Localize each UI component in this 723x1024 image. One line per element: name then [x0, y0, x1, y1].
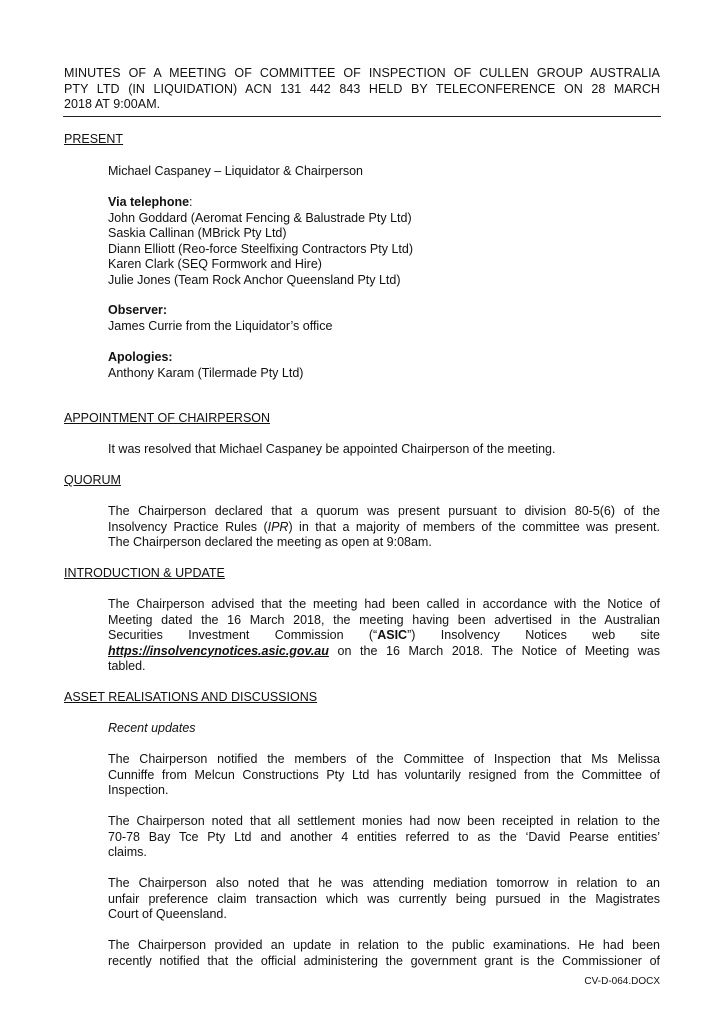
via-telephone-colon: : — [189, 195, 193, 209]
attendee-item: Saskia Callinan (MBrick Pty Ltd) — [108, 226, 287, 240]
intro-line: Meeting dated the 16 March 2018, the meeting having been advertised in the Australian — [108, 612, 660, 627]
assets-paragraph-3 — [108, 876, 660, 923]
quorum-line: The Chairperson declared that a quorum was present pursuant to division 80-5(6) of the — [108, 504, 660, 518]
assets-paragraph-2 — [108, 814, 660, 861]
attendee-item: Diann Elliott (Reo-force Steelfixing Contractors Pty Ltd) — [108, 241, 413, 256]
assets-paragraph-1 — [108, 752, 660, 799]
apologies-label: Apologies: — [108, 350, 173, 364]
chair-line: Michael Caspaney – Liquidator & Chairperson — [108, 164, 364, 178]
intro-line: https://insolvencynotices.asic.gov.au on the 16 March 2018. The Notice of Meeting was — [108, 643, 660, 658]
paragraph-line: 70-78 Bay Tce Pty Ltd and another 4 entities referred to as the ‘David Pearse entities’ — [108, 829, 660, 844]
title-divider — [63, 116, 661, 117]
attendee-item: John Goddard (Aeromat Fencing & Balustrade Pty Ltd) — [108, 210, 412, 225]
intro-line: Securities Investment Commission (“ASIC”) Insolvency Notices web site — [108, 628, 661, 642]
appointment-text: It was resolved that Michael Caspaney be appointed Chairperson of the meeting. — [108, 442, 556, 456]
title-line: PTY LTD (IN LIQUIDATION) ACN 131 442 843 HELD BY TELECONFERENCE ON 28 MARCH — [64, 81, 660, 96]
apologies-section — [108, 350, 660, 381]
intro-line: The Chairperson advised that the meeting had been called in accordance with the Notice of — [108, 597, 660, 611]
section-heading-present: PRESENT — [64, 132, 124, 146]
ipr-term: IPR — [267, 519, 289, 534]
section-heading-intro: INTRODUCTION & UPDATE — [64, 566, 225, 580]
section-heading-appointment: APPOINTMENT OF CHAIRPERSON — [64, 411, 271, 425]
quorum-line: The Chairperson declared the meeting as open at 9:08am. — [108, 535, 432, 549]
intro-line: tabled. — [108, 659, 146, 673]
title-line: MINUTES OF A MEETING OF COMMITTEE OF INSPECTION OF CULLEN GROUP AUSTRALIA — [64, 66, 660, 80]
section-heading-assets: ASSET REALISATIONS AND DISCUSSIONS — [64, 690, 318, 704]
title-line: 2018 AT 9:00AM. — [64, 97, 161, 111]
paragraph-line: unfair preference claim transaction which was currently being pursued in the Magistrates — [108, 891, 660, 906]
recent-updates-subheading: Recent updates — [108, 721, 196, 735]
observer-label: Observer: — [108, 303, 168, 317]
apologies-name: Anthony Karam (Tilermade Pty Ltd) — [108, 365, 304, 380]
paragraph-line: Cunniffe from Melcun Constructions Pty Ltd has voluntarily resigned from the Committee of — [108, 767, 660, 782]
intro-paragraph — [108, 597, 660, 675]
observer-section — [108, 303, 660, 334]
quorum-line: Insolvency Practice Rules (IPR) in that a majority of members of the committee was present. — [108, 519, 660, 534]
document-reference-footer: CV-D-064.DOCX — [584, 976, 660, 987]
document-title — [64, 66, 660, 113]
paragraph-line: recently notified that the official administering the government grant is the Commissioner of — [108, 953, 660, 968]
quorum-paragraph — [108, 504, 660, 551]
paragraph-line: claims. — [108, 845, 147, 859]
paragraph-line: The Chairperson also noted that he was attending mediation tomorrow in relation to an — [108, 876, 660, 890]
section-heading-quorum: QUORUM — [64, 473, 121, 487]
via-telephone-label: Via telephone — [108, 195, 190, 209]
asic-term: ASIC — [377, 628, 408, 642]
paragraph-line: The Chairperson provided an update in relation to the public examinations. He had been — [108, 938, 660, 952]
paragraph-line: Court of Queensland. — [108, 907, 227, 921]
paragraph-line: The Chairperson noted that all settlement monies had now been receipted in relation to the — [108, 814, 660, 828]
insolvency-notices-link[interactable]: https://insolvencynotices.asic.gov.au — [108, 643, 329, 658]
attendee-item: Julie Jones (Team Rock Anchor Queensland Pty Ltd) — [108, 272, 401, 287]
paragraph-line: Inspection. — [108, 783, 169, 797]
via-telephone-section — [108, 195, 660, 288]
observer-name: James Currie from the Liquidator’s office — [108, 318, 333, 333]
paragraph-line: The Chairperson notified the members of the Committee of Inspection that Ms Melissa — [108, 752, 660, 766]
attendee-item: Karen Clark (SEQ Formwork and Hire) — [108, 257, 322, 271]
assets-paragraph-4 — [108, 938, 660, 969]
